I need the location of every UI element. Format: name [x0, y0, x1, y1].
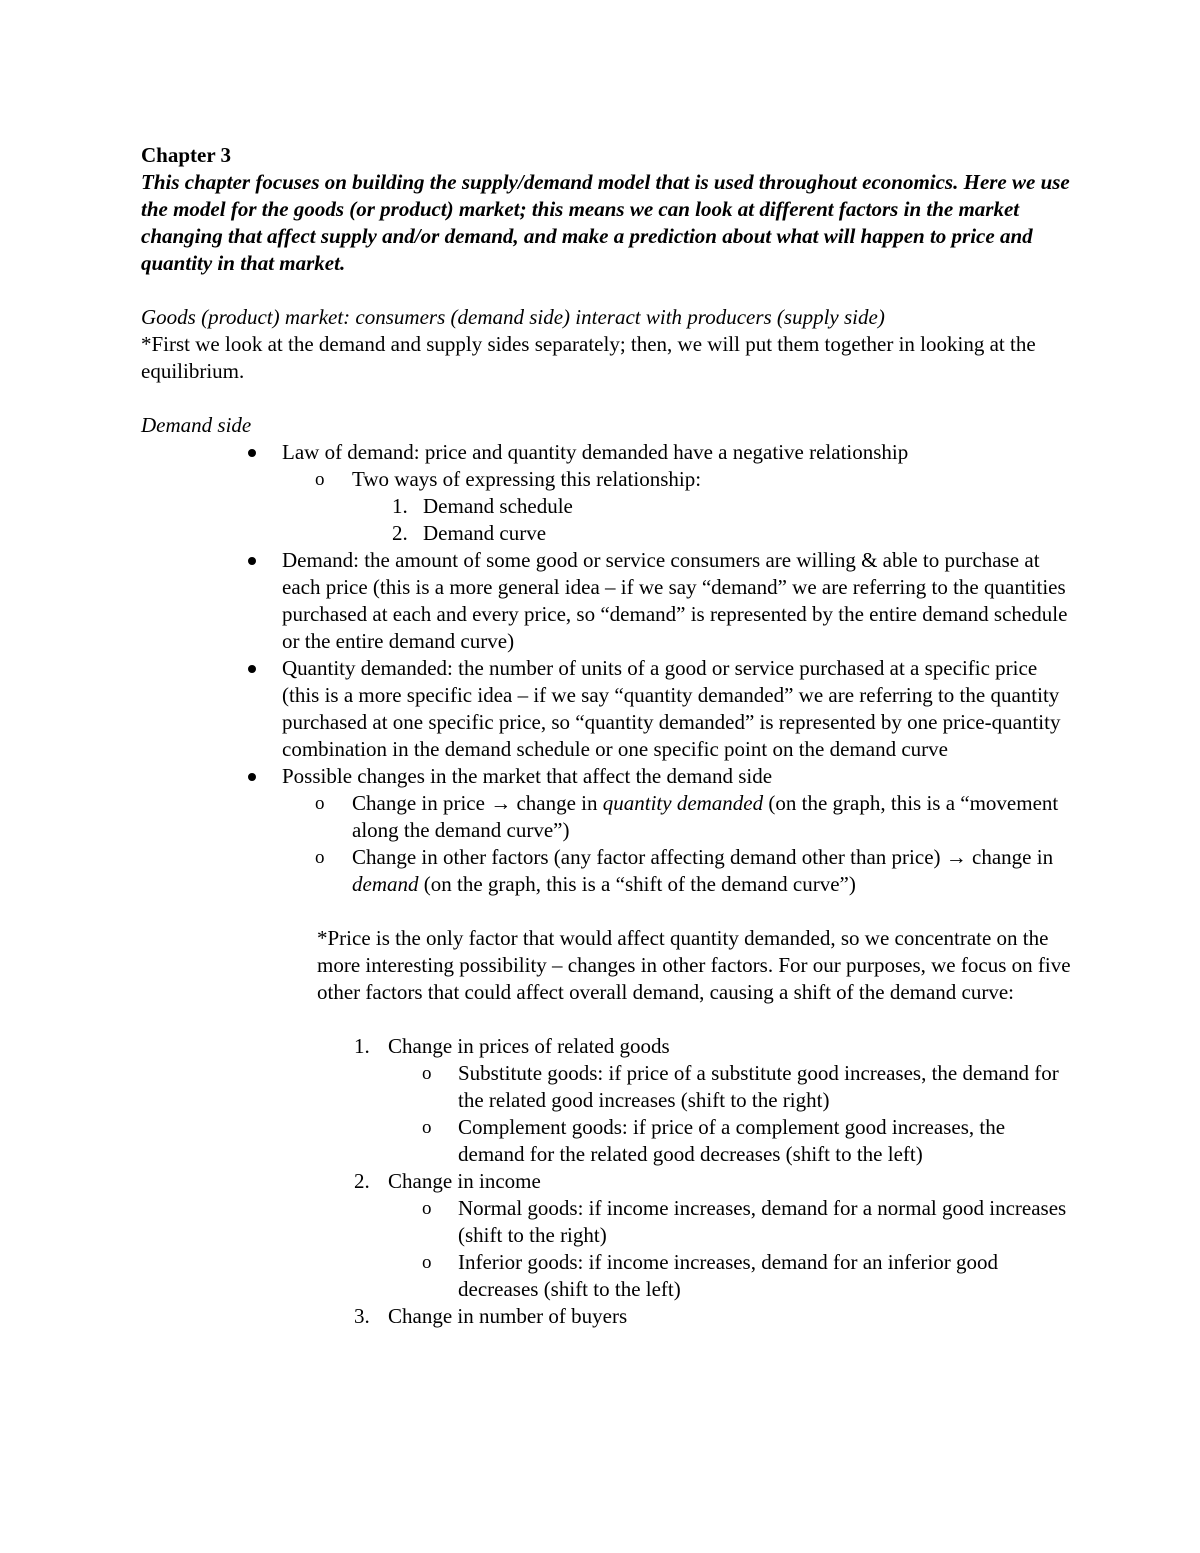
factor-item-3: 3. Change in number of buyers — [354, 1304, 628, 1328]
bullet-quantity-demanded-definition: Quantity demanded: the number of units of a good or service purchased at a specific price (this is a more specific idea – if we say “quantity demanded” we are referring to the quantity purchased at one specific price, so “quantity demanded” is represented by one price-quantity combination in the demand schedule or one specific point on the demand curve — [141, 655, 1071, 763]
sub-bullet-icon: o — [315, 469, 325, 490]
sub-bullet-icon: o — [315, 847, 325, 868]
document-body — [141, 142, 1071, 1330]
sub-bullet-icon: o — [422, 1063, 432, 1084]
bullet-icon — [248, 655, 256, 682]
factor-2-sub-item: o Normal goods: if income increases, demand for a normal good increases (shift to the right) — [422, 1196, 1067, 1247]
factor-2-sub-item: o Inferior goods: if income increases, demand for an inferior good decreases (shift to the left) — [422, 1250, 998, 1301]
factor-item-2: 2. Change in income — [354, 1169, 541, 1193]
list-item-way-1: 1. Demand schedule — [392, 494, 573, 518]
sub-bullet-icon: o — [422, 1117, 432, 1138]
goods-market-note: *First we look at the demand and supply sides separately; then, we will put them together in looking at the equilibrium. — [141, 332, 1036, 383]
sub-bullet-icon: o — [422, 1198, 432, 1219]
bullet-icon — [248, 439, 256, 466]
bullet-demand-definition: Demand: the amount of some good or service consumers are willing & able to purchase at each price (this is a more general idea – if we say “demand” we are referring to the quantities purchased at each and every price, so “demand” is represented by the entire demand schedule or the entire demand curve) — [141, 547, 1071, 655]
bullet-law-of-demand: Law of demand: price and quantity demanded have a negative relationship — [141, 439, 1071, 466]
bullet-icon — [248, 547, 256, 574]
price-note: *Price is the only factor that would affect quantity demanded, so we concentrate on the more interesting possibility – changes in other factors. For our purposes, we focus on five other factors that could affect overall demand, causing a shift of the demand curve: — [317, 926, 1071, 1004]
factor-1-sub-item: o Complement goods: if price of a complement good increases, the demand for the related good decreases (shift to the left) — [422, 1115, 1006, 1166]
arrow-right-icon: → — [490, 791, 512, 815]
chapter-title: Chapter 3 — [141, 143, 232, 167]
list-item-way-2: 2. Demand curve — [392, 521, 547, 545]
bullet-icon — [248, 763, 256, 790]
arrow-right-icon: → — [945, 845, 967, 869]
sub-bullet-two-ways: o Two ways of expressing this relationship: — [315, 467, 702, 491]
goods-market-heading: Goods (product) market: consumers (demand side) interact with producers (supply side) — [141, 305, 885, 329]
demand-side-heading: Demand side — [141, 413, 252, 437]
chapter-intro: This chapter focuses on building the supply/demand model that is used throughout economics. Here we use the model for the goods (or product) market; this means we can look at different factors in the market changing that affect supply and/or demand, and make a prediction about what will happen to price and quantity in that market. — [141, 170, 1070, 275]
factor-1-sub-item: o Substitute goods: if price of a substitute good increases, the demand for the related good increases (shift to the right) — [422, 1061, 1059, 1112]
sub-bullet-change-in-other-factors: o Change in other factors (any factor affecting demand other than price) → change in demand (on the graph, this is a “shift of the demand curve”) — [315, 845, 1054, 896]
sub-bullet-icon: o — [315, 793, 325, 814]
sub-bullet-change-in-price: o Change in price → change in quantity demanded (on the graph, this is a “movement along the demand curve”) — [315, 791, 1059, 842]
bullet-possible-changes: Possible changes in the market that affect the demand side — [141, 763, 1071, 790]
sub-bullet-icon: o — [422, 1252, 432, 1273]
factor-item-1: 1. Change in prices of related goods — [354, 1034, 670, 1058]
